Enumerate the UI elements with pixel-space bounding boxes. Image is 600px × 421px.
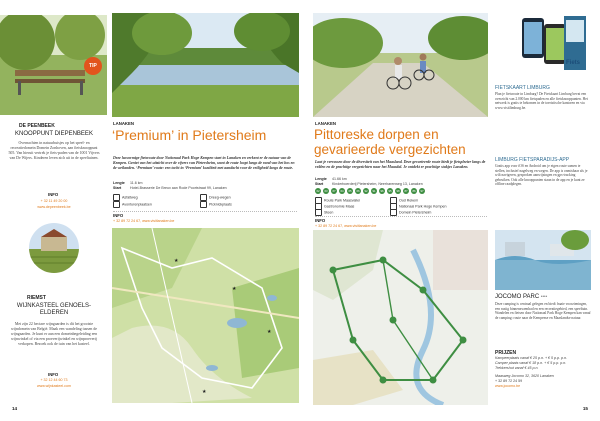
lake-photo <box>112 13 299 117</box>
knooppunt: 97 <box>420 189 424 193</box>
stone-icon <box>315 209 322 216</box>
svg-text:★: ★ <box>174 258 179 264</box>
right-article-title-1: Pittoreske dorpen en <box>314 127 439 142</box>
right-divider <box>315 216 487 217</box>
right-legend-3: Oud Rekem <box>390 197 418 204</box>
knooppunt: 64 <box>340 189 344 193</box>
sidebar-title-2: LIMBURG FIETSPARADIJS-APP <box>495 157 570 163</box>
tip-top-web[interactable]: www.depeenbeek.be <box>37 205 71 209</box>
prices-title: PRIJZEN <box>495 350 517 356</box>
camp-address: Maasweg Jocomo 32, 3620 Lanaken <box>495 374 554 378</box>
right-start-label: Start <box>315 182 324 186</box>
right-legend-1: Gastronomie Maas <box>315 203 354 210</box>
picnic-icon <box>200 201 207 208</box>
right-start-value: Kinderboerderij Pietersheim, Neerharenweg 13, Lanaken <box>332 182 423 186</box>
tip-bottom-web[interactable]: www.wijnkasteel.com <box>37 384 71 388</box>
left-lengte-value: 11.6 km <box>130 181 143 185</box>
tip-bottom-info-label: INFO <box>48 372 59 377</box>
sidebar-body-1: Plan je fietsroute in Limburg? De Fietskaart Limburg bevat een overzicht van 2.000 km fietspaden en alle fietsknooppunten. Het netwerk is gratis te bekomen in de toeristische kantoren en via www.visitlimburg.be. <box>495 92 588 110</box>
right-lengte-label: Lengte <box>315 177 327 181</box>
camp-phone: + 32 89 72 24 59 <box>495 379 523 383</box>
svg-text:★: ★ <box>267 329 272 335</box>
left-info-label: INFO <box>113 213 124 218</box>
knooppunt: 91 <box>372 189 376 193</box>
right-page-number: 15 <box>582 406 588 411</box>
knooppunt: 86 <box>412 189 416 193</box>
path-icon <box>200 194 207 201</box>
sidebar-title-1: FIETSKAART LIMBURG <box>495 85 550 91</box>
sub-title-text: JOCOMO PARC <box>495 294 540 300</box>
knooppunt: 65 <box>348 189 352 193</box>
right-legend-2: Steen <box>315 209 333 216</box>
svg-text:★: ★ <box>232 286 237 292</box>
road-icon <box>113 194 120 201</box>
knooppunt: 95 <box>388 189 392 193</box>
left-article-location: LANAKEN <box>113 121 135 126</box>
left-start-label: Start <box>113 186 122 190</box>
left-article-intro: Deze lusvormige fietsroute door Nationaal Park Hoge Kempen start in Lanaken en verkent er de natuur van de Kempen. Geniet van het uitzicht over de vijvers van Pietersheim, want de route loopt langs de rand van het bos en de weilanden. ‘Premium’ route: een tocht in ‘Premium’ kwaliteit met aandacht voor de veiligheid langs de route. <box>113 156 295 170</box>
left-legend-2: Avonturenplaatsen <box>113 201 152 208</box>
left-divider <box>113 211 297 212</box>
tip-bottom-location: RIEMST <box>27 295 46 301</box>
right-info-label: INFO <box>315 218 326 223</box>
left-legend-1: Dreeg-wegen <box>200 194 231 201</box>
price-2: Camper plaats vanaf € 18 p.n. + € 5 p.p. p.n. <box>495 361 567 365</box>
tip-top-location: DE PEENBEEK <box>19 123 55 129</box>
sub-title <box>495 294 547 300</box>
tip-top-body: Overnachten in natuurhuisjes op het speel- en recreatiedomein Domein Zonhoven, aan fietsknooppunt 505. Van hieruit vertrek je fiets-paden van de 1001 Vijvers van De Wijers. Kinderen leven zich uit in de speeltuinen. <box>8 141 100 160</box>
tip-top-title: KNOOPPUNT DIEPENBEEK <box>15 131 93 137</box>
right-legend-5: Domein Pietersheim <box>390 209 431 216</box>
knooppunt: 62 <box>316 189 320 193</box>
right-info-line[interactable]: + 32 89 72 24 67, www.visitlanaken.be <box>315 224 377 228</box>
right-lengte-value: 41.66 km <box>332 177 347 181</box>
knooppunten-row <box>315 188 487 195</box>
tip-top-phone: + 32 11 49 20 00 <box>40 199 68 203</box>
knooppunt: 67 <box>332 189 336 193</box>
left-route-map[interactable] <box>112 228 299 403</box>
tip-bottom-phone: + 32 12 44 60 73 <box>40 378 68 382</box>
camp-web[interactable]: www.jocomo.be <box>495 384 521 388</box>
price-3: Trekkershut vanaf € 45 p.n. <box>495 366 539 370</box>
left-start-value: Hotel-Brasserie De Breux aan Rode Poortstraat 99, Lanaken <box>130 186 227 190</box>
knooppunt: 92 <box>364 189 368 193</box>
right-article-intro: Laat je verrassen door de diversiteit van het Maasland. Deze gevarieerde route biedt je fietsplezier langs de velden en de prachtige vergezichten naar het Maasdal. Je ontdekt er prachtige stukjes Lanaken. <box>315 160 486 169</box>
vineyard-photo <box>29 223 79 273</box>
sub-body: Deze camping is centraal gelegen en biedt fraaie voorzieningen, een rustig binnenzwembad en een recreatiegebied, een speeltuin. Wandelen en fietsen door Nationaal Park Hoge Kempen kan vanaf de camping: route naar de Kempense en Maaslandse natuur. <box>495 302 591 320</box>
left-page-number: 14 <box>12 406 18 411</box>
right-legend-0: Route Park Maasvallei <box>315 197 360 204</box>
sidebar-body-2: Gratis app voor iOS en Android om je eigen route samen te stellen, inclusief nagelweg en wegen. De app is onmisbaar als je wilt navigeren, gesproken aanwijzingen en gps-tracking gebruiken. Ook alle knooppunten staan in de app en je kunt ze offline raadplegen. <box>495 164 588 187</box>
left-legend-0: Asfaltweg <box>113 194 138 201</box>
right-legend-4: Nationaal Park Hoge Kempen <box>390 203 447 210</box>
knooppunt: 63 <box>324 189 328 193</box>
app-phones-image <box>518 14 588 78</box>
tip-badge: TIP <box>84 57 102 75</box>
right-route-map[interactable] <box>313 230 488 405</box>
left-info-line[interactable]: + 32 89 72 24 67, www.visitlanaken.be <box>113 219 175 223</box>
knooppunt: 96 <box>380 189 384 193</box>
left-article-title: ‘Premium’ in Pietersheim <box>112 127 267 143</box>
sub-stars: **** <box>540 294 548 299</box>
right-article-title-2: gevarieerde vergezichten <box>314 142 466 157</box>
price-1: Kampeerplaats vanaf € 25 p.n. + € 5 p.p. p.n. <box>495 356 568 360</box>
knooppunt: 98 <box>396 189 400 193</box>
knooppunt: 66 <box>356 189 360 193</box>
domain-icon <box>390 209 397 216</box>
right-article-location: LANAKEN <box>315 121 337 126</box>
left-lengte-label: Lengte <box>113 181 125 185</box>
app-badge: Fiets <box>566 60 581 66</box>
tip-bottom-body: Met zijn 22 hectare wijngaarden is dit het grootste wijndomein van België. Maak een wandeling tussen de wijngaarden. Je kunt er aan een domeinbegeleiding een wijnwinkel of via een proeverijwinkel en wijnproeverij verkopen. Bezoek ook de tuin van het kasteel. <box>10 322 98 346</box>
cyclists-photo <box>313 13 488 117</box>
tip-bottom-title: WIJNKASTEEL GENOELS-ELDEREN <box>16 303 92 316</box>
left-legend-3: Picknickplaats <box>200 201 232 208</box>
knooppunt: 87 <box>404 189 408 193</box>
tip-top-info-label: INFO <box>48 192 59 197</box>
svg-text:★: ★ <box>202 389 207 395</box>
adventure-icon <box>113 201 120 208</box>
camping-photo <box>495 230 591 290</box>
